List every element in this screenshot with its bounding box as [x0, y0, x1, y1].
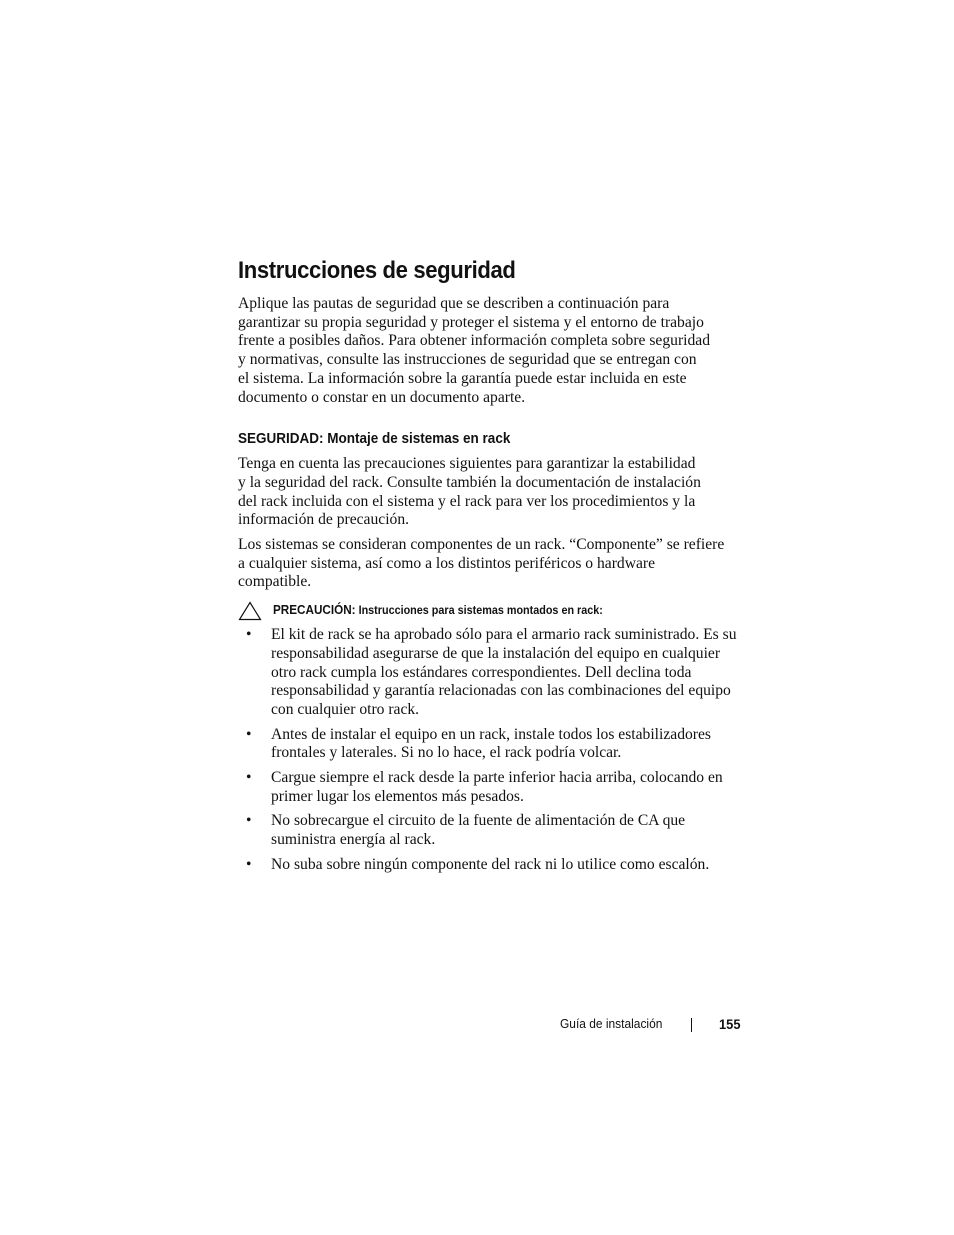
footer-separator: [691, 1018, 692, 1032]
list-item-text: Antes de instalar el equipo en un rack, instale todos los estabilizadores frontales y laterales. Si no lo hace, el rack podría volcar.: [271, 725, 711, 762]
caution-note: [238, 600, 738, 622]
caution-bullet-list: [238, 626, 738, 874]
section-heading: SEGURIDAD: Montaje de sistemas en rack: [238, 430, 511, 448]
bullet-marker: •: [246, 812, 252, 830]
bullet-marker: •: [246, 725, 252, 743]
list-item: [238, 812, 738, 849]
list-item: [238, 769, 738, 806]
list-item-text: Cargue siempre el rack desde la parte inferior hacia arriba, colocando en primer lugar los elementos más pesados.: [271, 769, 723, 805]
list-item: [238, 626, 738, 720]
footer-document-title: Guía de instalación: [560, 1016, 663, 1031]
caution-text: [273, 602, 603, 618]
list-item: [238, 856, 738, 875]
list-item-text: El kit de rack se ha aprobado sólo para el armario rack suministrado. Es su responsabilidad asegurarse de que la instalación del equipo en cualquier otro rack cumpla los estándares correspondientes. Dell declina toda responsabilidad y garantía relacionadas con las combinaciones del equipo con cualquier otro rack.: [271, 626, 737, 718]
list-item-text: No suba sobre ningún componente del rack ni lo utilice como escalón.: [271, 855, 710, 873]
section-paragraph-1: Tenga en cuenta las precauciones siguientes para garantizar la estabilidad y la seguridad del rack. Consulte también la documentación de instalación del rack incluida con el sistema y el rack para ver los procedimientos y la información de precaución.: [238, 455, 701, 529]
intro-paragraph: Aplique las pautas de seguridad que se describen a continuación para garantizar su propia seguridad y proteger el sistema y el entorno de trabajo frente a posibles daños. Para obtener información completa sobre seguridad y normativas, consulte las instrucciones de seguridad que se entregan con el sistema. La información sobre la garantía puede estar incluida en este documento o constar en un documento aparte.: [238, 295, 710, 406]
page-title: Instrucciones de seguridad: [238, 257, 516, 284]
page-footer: [560, 1014, 760, 1036]
page-content: [238, 255, 738, 881]
page-number: 155: [719, 1016, 741, 1032]
caution-label: PRECAUCIÓN:: [273, 602, 356, 618]
list-item: [238, 726, 738, 763]
bullet-marker: •: [246, 769, 252, 787]
section-paragraph-2: Los sistemas se consideran componentes de un rack. “Componente” se refiere a cualquier sistema, así como a los distintos periféricos o hardware compatible.: [238, 536, 725, 591]
caution-triangle-icon: [238, 601, 262, 621]
list-item-text: No sobrecargue el circuito de la fuente de alimentación de CA que suministra energía al rack.: [271, 812, 686, 849]
caution-body: Instrucciones para sistemas montados en rack:: [358, 603, 603, 618]
bullet-marker: •: [246, 626, 252, 644]
bullet-marker: •: [246, 855, 252, 873]
